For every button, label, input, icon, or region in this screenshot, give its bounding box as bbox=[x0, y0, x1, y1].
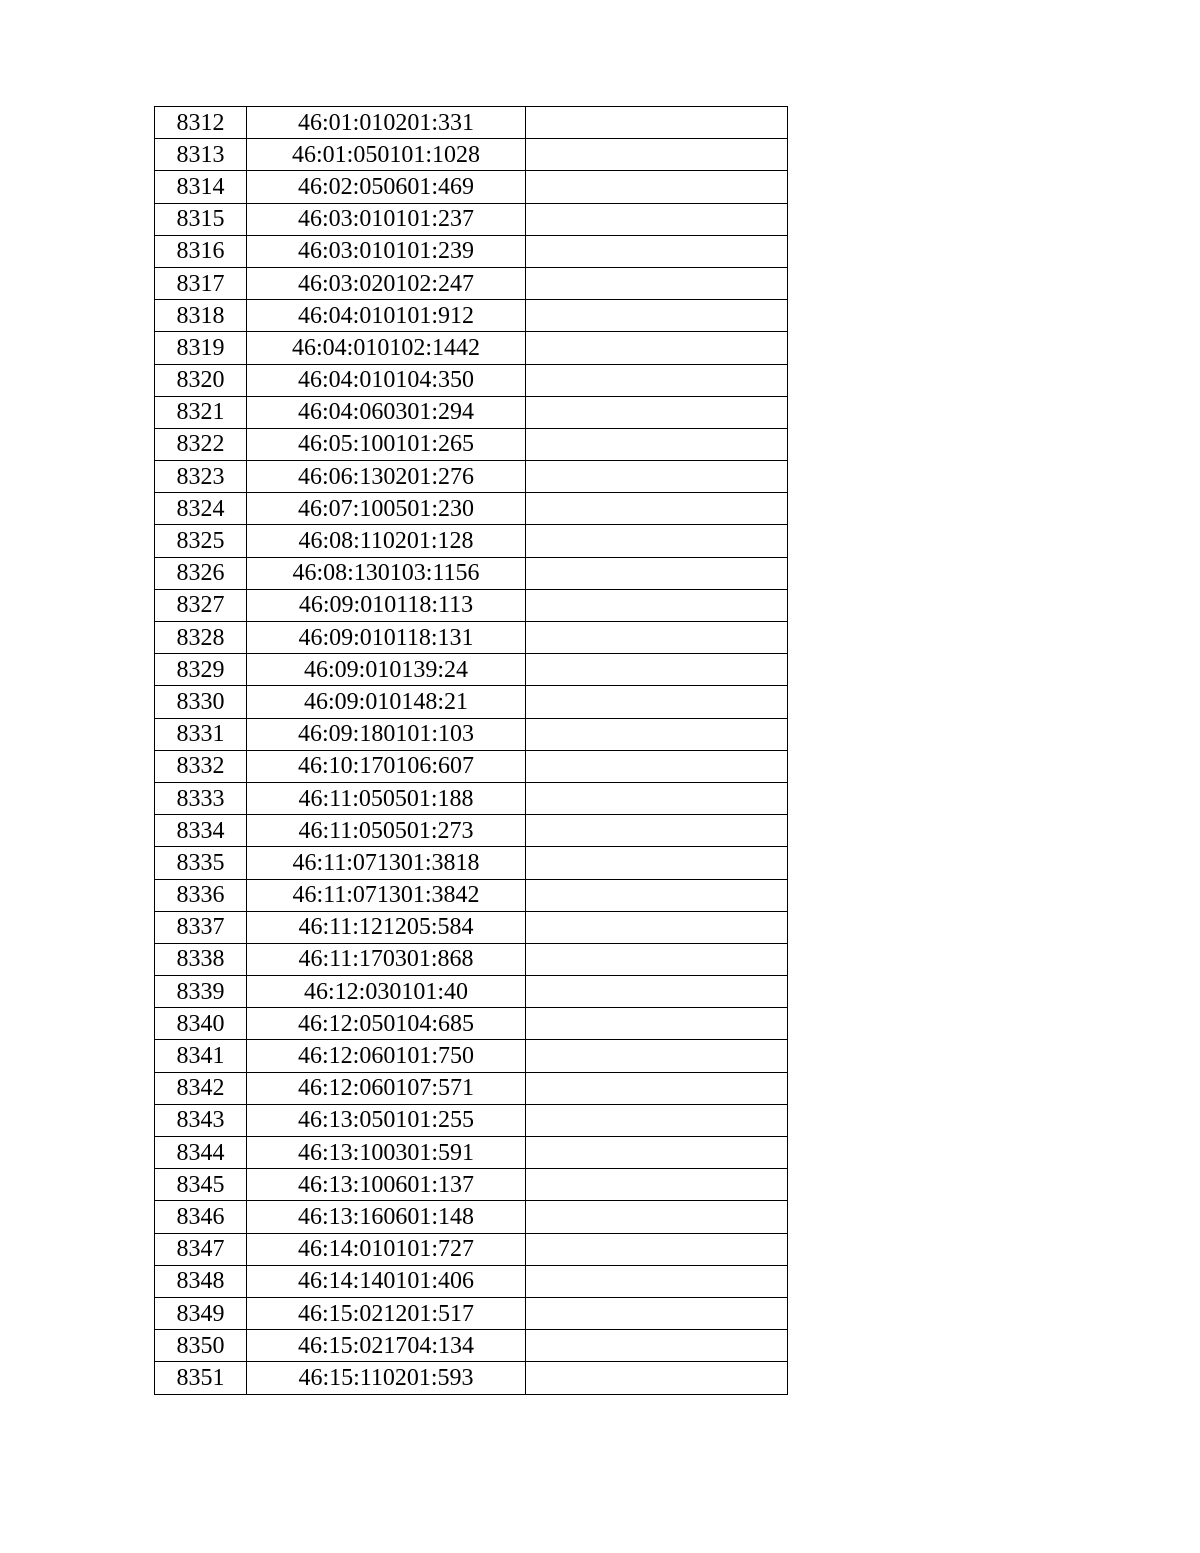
note-cell bbox=[526, 300, 788, 332]
note-cell bbox=[526, 493, 788, 525]
table-row bbox=[155, 1297, 788, 1329]
cadastral-number-cell: 46:03:010101:239 bbox=[247, 235, 526, 267]
note-cell bbox=[526, 1297, 788, 1329]
row-number-cell: 8322 bbox=[155, 428, 247, 460]
table-row bbox=[155, 203, 788, 235]
note-cell bbox=[526, 686, 788, 718]
table-row bbox=[155, 911, 788, 943]
table-row bbox=[155, 171, 788, 203]
cadastral-number-cell: 46:12:060101:750 bbox=[247, 1040, 526, 1072]
row-number-cell: 8337 bbox=[155, 911, 247, 943]
cadastral-number-cell: 46:04:010101:912 bbox=[247, 300, 526, 332]
note-cell bbox=[526, 1201, 788, 1233]
table-row bbox=[155, 557, 788, 589]
row-number-cell: 8347 bbox=[155, 1233, 247, 1265]
cadastral-number-cell: 46:11:071301:3842 bbox=[247, 879, 526, 911]
table-row bbox=[155, 1233, 788, 1265]
table-row bbox=[155, 1072, 788, 1104]
note-cell bbox=[526, 622, 788, 654]
row-number-cell: 8339 bbox=[155, 976, 247, 1008]
table-row bbox=[155, 815, 788, 847]
note-cell bbox=[526, 943, 788, 975]
table-row bbox=[155, 750, 788, 782]
row-number-cell: 8321 bbox=[155, 396, 247, 428]
cadastral-number-cell: 46:15:021201:517 bbox=[247, 1297, 526, 1329]
table-row bbox=[155, 782, 788, 814]
table-row bbox=[155, 1265, 788, 1297]
cadastral-table-body bbox=[155, 107, 788, 1395]
note-cell bbox=[526, 1104, 788, 1136]
note-cell bbox=[526, 1137, 788, 1169]
row-number-cell: 8313 bbox=[155, 139, 247, 171]
cadastral-number-cell: 46:12:060107:571 bbox=[247, 1072, 526, 1104]
table-row bbox=[155, 493, 788, 525]
note-cell bbox=[526, 525, 788, 557]
cadastral-number-cell: 46:12:030101:40 bbox=[247, 976, 526, 1008]
note-cell bbox=[526, 364, 788, 396]
note-cell bbox=[526, 396, 788, 428]
table-row bbox=[155, 396, 788, 428]
table-row bbox=[155, 107, 788, 139]
note-cell bbox=[526, 1330, 788, 1362]
table-row bbox=[155, 686, 788, 718]
cadastral-number-cell: 46:09:010118:113 bbox=[247, 589, 526, 621]
row-number-cell: 8341 bbox=[155, 1040, 247, 1072]
note-cell bbox=[526, 815, 788, 847]
table-row bbox=[155, 428, 788, 460]
row-number-cell: 8317 bbox=[155, 267, 247, 299]
cadastral-number-cell: 46:13:160601:148 bbox=[247, 1201, 526, 1233]
cadastral-number-cell: 46:11:050501:273 bbox=[247, 815, 526, 847]
row-number-cell: 8334 bbox=[155, 815, 247, 847]
table-row bbox=[155, 332, 788, 364]
cadastral-number-cell: 46:11:170301:868 bbox=[247, 943, 526, 975]
cadastral-number-cell: 46:03:010101:237 bbox=[247, 203, 526, 235]
table-row bbox=[155, 139, 788, 171]
cadastral-number-cell: 46:14:010101:727 bbox=[247, 1233, 526, 1265]
table-row bbox=[155, 1008, 788, 1040]
row-number-cell: 8332 bbox=[155, 750, 247, 782]
note-cell bbox=[526, 1072, 788, 1104]
note-cell bbox=[526, 461, 788, 493]
cadastral-table bbox=[154, 106, 788, 1395]
row-number-cell: 8328 bbox=[155, 622, 247, 654]
note-cell bbox=[526, 203, 788, 235]
cadastral-number-cell: 46:09:010139:24 bbox=[247, 654, 526, 686]
table-row bbox=[155, 1362, 788, 1394]
table-row bbox=[155, 1137, 788, 1169]
note-cell bbox=[526, 654, 788, 686]
cadastral-number-cell: 46:04:010102:1442 bbox=[247, 332, 526, 364]
row-number-cell: 8351 bbox=[155, 1362, 247, 1394]
note-cell bbox=[526, 1040, 788, 1072]
note-cell bbox=[526, 1362, 788, 1394]
cadastral-number-cell: 46:01:010201:331 bbox=[247, 107, 526, 139]
cadastral-number-cell: 46:01:050101:1028 bbox=[247, 139, 526, 171]
row-number-cell: 8346 bbox=[155, 1201, 247, 1233]
note-cell bbox=[526, 847, 788, 879]
row-number-cell: 8344 bbox=[155, 1137, 247, 1169]
row-number-cell: 8338 bbox=[155, 943, 247, 975]
table-row bbox=[155, 300, 788, 332]
table-row bbox=[155, 943, 788, 975]
row-number-cell: 8314 bbox=[155, 171, 247, 203]
cadastral-number-cell: 46:05:100101:265 bbox=[247, 428, 526, 460]
table-row bbox=[155, 1330, 788, 1362]
cadastral-number-cell: 46:07:100501:230 bbox=[247, 493, 526, 525]
cadastral-number-cell: 46:14:140101:406 bbox=[247, 1265, 526, 1297]
table-row bbox=[155, 622, 788, 654]
row-number-cell: 8345 bbox=[155, 1169, 247, 1201]
table-row bbox=[155, 364, 788, 396]
cadastral-number-cell: 46:13:100601:137 bbox=[247, 1169, 526, 1201]
row-number-cell: 8340 bbox=[155, 1008, 247, 1040]
row-number-cell: 8336 bbox=[155, 879, 247, 911]
row-number-cell: 8330 bbox=[155, 686, 247, 718]
note-cell bbox=[526, 911, 788, 943]
table-row bbox=[155, 461, 788, 493]
cadastral-number-cell: 46:04:060301:294 bbox=[247, 396, 526, 428]
note-cell bbox=[526, 139, 788, 171]
row-number-cell: 8335 bbox=[155, 847, 247, 879]
cadastral-number-cell: 46:09:180101:103 bbox=[247, 718, 526, 750]
note-cell bbox=[526, 1233, 788, 1265]
cadastral-number-cell: 46:15:110201:593 bbox=[247, 1362, 526, 1394]
note-cell bbox=[526, 879, 788, 911]
row-number-cell: 8325 bbox=[155, 525, 247, 557]
note-cell bbox=[526, 1008, 788, 1040]
cadastral-number-cell: 46:04:010104:350 bbox=[247, 364, 526, 396]
cadastral-number-cell: 46:06:130201:276 bbox=[247, 461, 526, 493]
row-number-cell: 8329 bbox=[155, 654, 247, 686]
note-cell bbox=[526, 235, 788, 267]
table-row bbox=[155, 976, 788, 1008]
cadastral-number-cell: 46:12:050104:685 bbox=[247, 1008, 526, 1040]
table-row bbox=[155, 589, 788, 621]
row-number-cell: 8327 bbox=[155, 589, 247, 621]
row-number-cell: 8350 bbox=[155, 1330, 247, 1362]
row-number-cell: 8348 bbox=[155, 1265, 247, 1297]
table-row bbox=[155, 1040, 788, 1072]
table-row bbox=[155, 879, 788, 911]
cadastral-number-cell: 46:11:050501:188 bbox=[247, 782, 526, 814]
cadastral-number-cell: 46:02:050601:469 bbox=[247, 171, 526, 203]
cadastral-number-cell: 46:13:050101:255 bbox=[247, 1104, 526, 1136]
cadastral-number-cell: 46:09:010148:21 bbox=[247, 686, 526, 718]
row-number-cell: 8342 bbox=[155, 1072, 247, 1104]
cadastral-number-cell: 46:11:121205:584 bbox=[247, 911, 526, 943]
cadastral-number-cell: 46:08:110201:128 bbox=[247, 525, 526, 557]
table-row bbox=[155, 525, 788, 557]
note-cell bbox=[526, 976, 788, 1008]
note-cell bbox=[526, 171, 788, 203]
row-number-cell: 8312 bbox=[155, 107, 247, 139]
row-number-cell: 8343 bbox=[155, 1104, 247, 1136]
row-number-cell: 8323 bbox=[155, 461, 247, 493]
cadastral-number-cell: 46:11:071301:3818 bbox=[247, 847, 526, 879]
table-row bbox=[155, 847, 788, 879]
cadastral-number-cell: 46:03:020102:247 bbox=[247, 267, 526, 299]
row-number-cell: 8320 bbox=[155, 364, 247, 396]
table-row bbox=[155, 235, 788, 267]
row-number-cell: 8333 bbox=[155, 782, 247, 814]
note-cell bbox=[526, 589, 788, 621]
cadastral-number-cell: 46:08:130103:1156 bbox=[247, 557, 526, 589]
note-cell bbox=[526, 557, 788, 589]
row-number-cell: 8315 bbox=[155, 203, 247, 235]
cadastral-number-cell: 46:13:100301:591 bbox=[247, 1137, 526, 1169]
table-row bbox=[155, 718, 788, 750]
note-cell bbox=[526, 718, 788, 750]
note-cell bbox=[526, 107, 788, 139]
row-number-cell: 8326 bbox=[155, 557, 247, 589]
note-cell bbox=[526, 1265, 788, 1297]
table-row bbox=[155, 1169, 788, 1201]
table-row bbox=[155, 1201, 788, 1233]
row-number-cell: 8318 bbox=[155, 300, 247, 332]
cadastral-number-cell: 46:10:170106:607 bbox=[247, 750, 526, 782]
cadastral-number-cell: 46:09:010118:131 bbox=[247, 622, 526, 654]
note-cell bbox=[526, 428, 788, 460]
note-cell bbox=[526, 750, 788, 782]
row-number-cell: 8331 bbox=[155, 718, 247, 750]
row-number-cell: 8324 bbox=[155, 493, 247, 525]
table-row bbox=[155, 267, 788, 299]
row-number-cell: 8319 bbox=[155, 332, 247, 364]
note-cell bbox=[526, 782, 788, 814]
note-cell bbox=[526, 1169, 788, 1201]
note-cell bbox=[526, 267, 788, 299]
table-row bbox=[155, 1104, 788, 1136]
row-number-cell: 8349 bbox=[155, 1297, 247, 1329]
note-cell bbox=[526, 332, 788, 364]
row-number-cell: 8316 bbox=[155, 235, 247, 267]
cadastral-number-cell: 46:15:021704:134 bbox=[247, 1330, 526, 1362]
table-row bbox=[155, 654, 788, 686]
